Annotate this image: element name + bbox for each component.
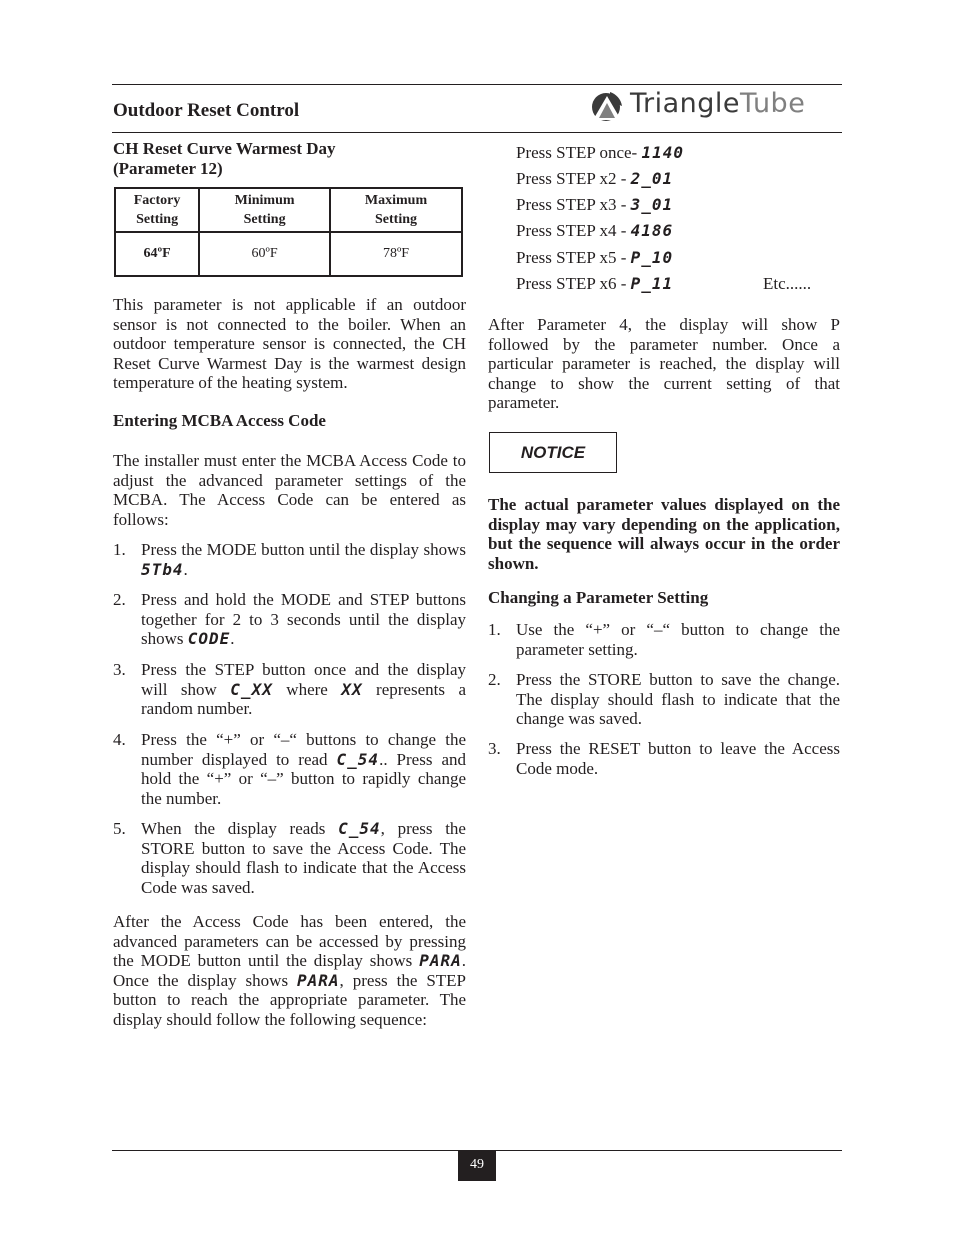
notice-text: The actual parameter values displayed on the display may vary depending on the application, but the sequence will always occur in the order shown. [488,495,840,573]
list-text: Press and hold the MODE and STEP buttons together for 2 to 3 seconds until the display shows [141,590,466,648]
list-item [113,730,466,808]
list-item [113,660,466,719]
notice-label: NOTICE [489,432,617,473]
sequence-label: Press STEP x4 - [516,221,631,240]
sequence-label: Press STEP once- [516,143,642,162]
sequence-item [516,169,673,189]
list-text: Press the STEP button once and the display will show [141,660,466,699]
sequence-item [516,143,684,163]
sequence-label: Press STEP x6 - [516,274,631,293]
section-heading [113,139,466,179]
list-text: When the display reads [141,819,339,838]
page-section-title: Outdoor Reset Control [113,100,300,121]
section-heading: Changing a Parameter Setting [488,588,709,607]
sequence-label: Press STEP x3 - [516,195,631,214]
paragraph: This parameter is not applicable if an outdoor sensor is not connected to the boiler. When an outdoor temperature sensor is connected, the CH Reset Curve Warmest Day is the warmest design temperature of the heating system. [113,295,466,392]
paragraph-text: , press the STEP button to reach the appropriate parameter. The display should follow the following sequence: [113,970,466,1029]
sequence-item [516,248,673,268]
list-text: Press the STORE button to save the change. The display should flash to indicate that the change was saved. [516,670,840,728]
list-item [488,739,840,778]
display-code: P_10 [630,248,674,267]
list-number: 2. [113,590,126,609]
list-item [113,819,466,897]
table-header-row [115,188,462,232]
list-number: 5. [113,819,126,838]
parameter-settings-table [114,187,463,277]
sequence-item [516,195,673,215]
display-code: P_11 [630,274,674,293]
list-text: Press the RESET button to leave the Access Code mode. [516,739,840,778]
list-text: where [272,679,342,699]
list-text: Press the MODE button until the display shows [141,540,466,559]
list-number: 2. [488,670,501,689]
sequence-item [516,274,673,294]
display-code: PARA [297,970,340,990]
table-header-cell: Maximum Setting [330,188,462,232]
list-text: .. Press and hold the “+” or “–” button to rapidly change the number. [141,749,466,808]
display-code: PARA [419,951,462,970]
section-heading-line1: CH Reset Curve Warmest Day [113,139,336,158]
list-item [113,590,466,649]
brand-logo [590,90,840,126]
list-item [113,540,466,579]
logo-text-bold: Triangle [630,88,741,119]
paragraph-text: After the Access Code has been entered, the advanced parameters can be accessed by pressing the MODE button until the display shows [113,912,466,970]
display-code: 5Tb4 [141,559,184,579]
table-row [115,232,462,276]
list-number: 1. [488,620,501,639]
list-number: 4. [113,730,126,749]
display-code: CODE [187,629,231,648]
table-cell: 64ºF [115,232,199,276]
display-code: 4186 [630,221,674,240]
table-header-cell: Factory Setting [115,188,199,232]
list-item [488,620,840,659]
header-bottom-rule [112,132,842,133]
list-text: . [183,559,188,579]
list-text: . [230,629,235,648]
list-number: 1. [113,540,126,559]
display-code: XX [341,679,363,699]
paragraph: After Parameter 4, the display will show P followed by the parameter number. Once a particular parameter is reached, the display will change to show the current setting of that parameter. [488,315,840,412]
sequence-item [516,221,673,241]
sequence-label: Press STEP x2 - [516,169,631,188]
table-cell: 78ºF [330,232,462,276]
display-code: 2_01 [630,169,674,188]
paragraph: The installer must enter the MCBA Access Code to adjust the advanced parameter settings of the MCBA. The Access Code can be entered as follows: [113,451,466,529]
header-top-rule [112,84,842,85]
logo-text-light: Tube [740,88,806,119]
paragraph-text: . Once the display shows [113,951,466,990]
paragraph [113,912,466,1029]
list-text: Use the “+” or “–“ button to change the parameter setting. [516,620,840,659]
page-number: 49 [458,1151,496,1181]
display-code: C_54 [336,749,380,769]
display-code: C_XX [230,679,273,699]
display-code: 1140 [641,143,684,162]
section-heading: Entering MCBA Access Code [113,411,326,430]
section-heading-line2: (Parameter 12) [113,159,223,178]
list-text: Press the “+” or “–“ buttons to change the number displayed to read [141,730,466,769]
display-code: C_54 [338,819,381,838]
table-header-cell: Minimum Setting [199,188,330,232]
list-number: 3. [113,660,126,679]
list-text: represents a random number. [141,679,466,718]
sequence-label: Press STEP x5 - [516,248,631,267]
list-text: , press the STORE button to save the Access Code. The display should flash to indicate that the Access Code was saved. [141,819,466,897]
list-number: 3. [488,739,501,758]
list-item [488,670,840,729]
sequence-etc: Etc...... [763,274,812,293]
triangle-logo-icon [590,90,626,124]
display-code: 3_01 [630,195,674,214]
table-cell: 60ºF [199,232,330,276]
